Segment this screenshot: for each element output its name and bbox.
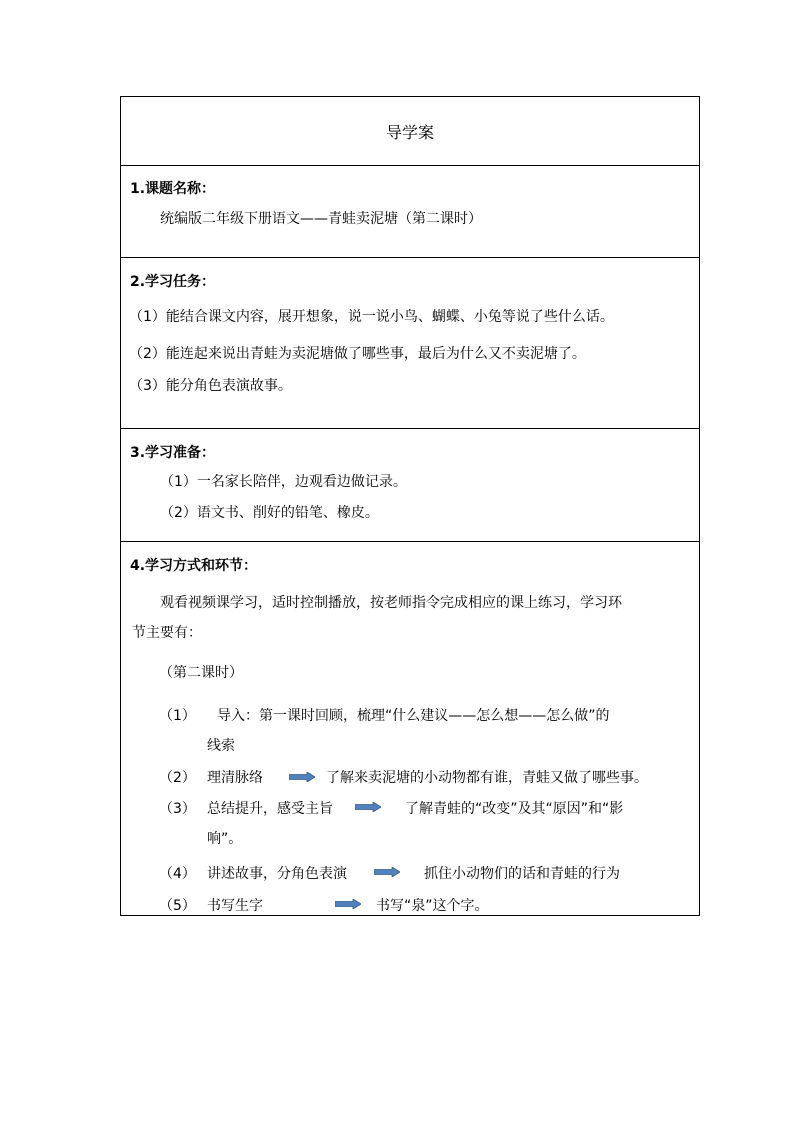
step-text-continued: 响”。 [207, 831, 243, 847]
right-arrow-icon [355, 802, 381, 812]
section-heading: 1.课题名称： [130, 181, 216, 197]
step-text-continued: 线索 [207, 738, 235, 754]
step-title: 书写生字 [207, 898, 263, 914]
section-heading: 3.学习准备： [130, 445, 216, 461]
step-description: 书写“泉”这个字。 [376, 898, 489, 914]
step-text: 导入：第一课时回顾，梳理“什么建议——怎么想——怎么做”的 [217, 708, 610, 724]
guide-table [120, 96, 700, 916]
section-tasks [121, 258, 700, 429]
intro-text: 观看视频课学习，适时控制播放，按老师指令完成相应的课上练习，学习环 [160, 595, 622, 611]
task-item: （3）能分角色表演故事。 [129, 378, 292, 394]
right-arrow-icon [289, 772, 315, 782]
task-item: （1）能结合课文内容，展开想象，说一说小鸟、蝴蝶、小兔等说了些什么话。 [129, 309, 614, 325]
topic-text: 统编版二年级下册语文——青蛙卖泥塘（第二课时） [160, 211, 482, 227]
section-heading: 2.学习任务： [130, 274, 216, 290]
preparation-item: （1）一名家长陪伴，边观看边做记录。 [160, 474, 407, 490]
intro-text: 节主要有： [132, 625, 202, 641]
step-number: （3） [159, 801, 196, 817]
step-title: 讲述故事，分角色表演 [207, 866, 347, 882]
step-number: （1） [159, 708, 196, 724]
title-cell [121, 97, 700, 166]
right-arrow-icon [335, 899, 361, 909]
step-title: 总结提升，感受主旨 [207, 801, 333, 817]
preparation-item: （2）语文书、削好的铅笔、橡皮。 [160, 505, 379, 521]
section-heading: 4.学习方式和环节： [130, 558, 258, 574]
step-description: 了解青蛙的“改变”及其“原因”和“影 [405, 801, 624, 817]
right-arrow-icon [374, 867, 400, 877]
section-preparation [121, 429, 700, 542]
step-number: （5） [159, 898, 196, 914]
step-description: 抓住小动物们的话和青蛙的行为 [424, 866, 620, 882]
step-title: 理清脉络 [207, 770, 263, 786]
section-topic [121, 166, 700, 258]
step-description: 了解来卖泥塘的小动物都有谁，青蛙又做了哪些事。 [326, 770, 648, 786]
section-method [121, 542, 700, 916]
task-item: （2）能连起来说出青蛙为卖泥塘做了哪些事，最后为什么又不卖泥塘了。 [129, 346, 586, 362]
lesson-label: （第二课时） [159, 665, 243, 681]
step-number: （4） [159, 866, 196, 882]
step-number: （2） [159, 770, 196, 786]
document-title: 导学案 [385, 122, 434, 142]
